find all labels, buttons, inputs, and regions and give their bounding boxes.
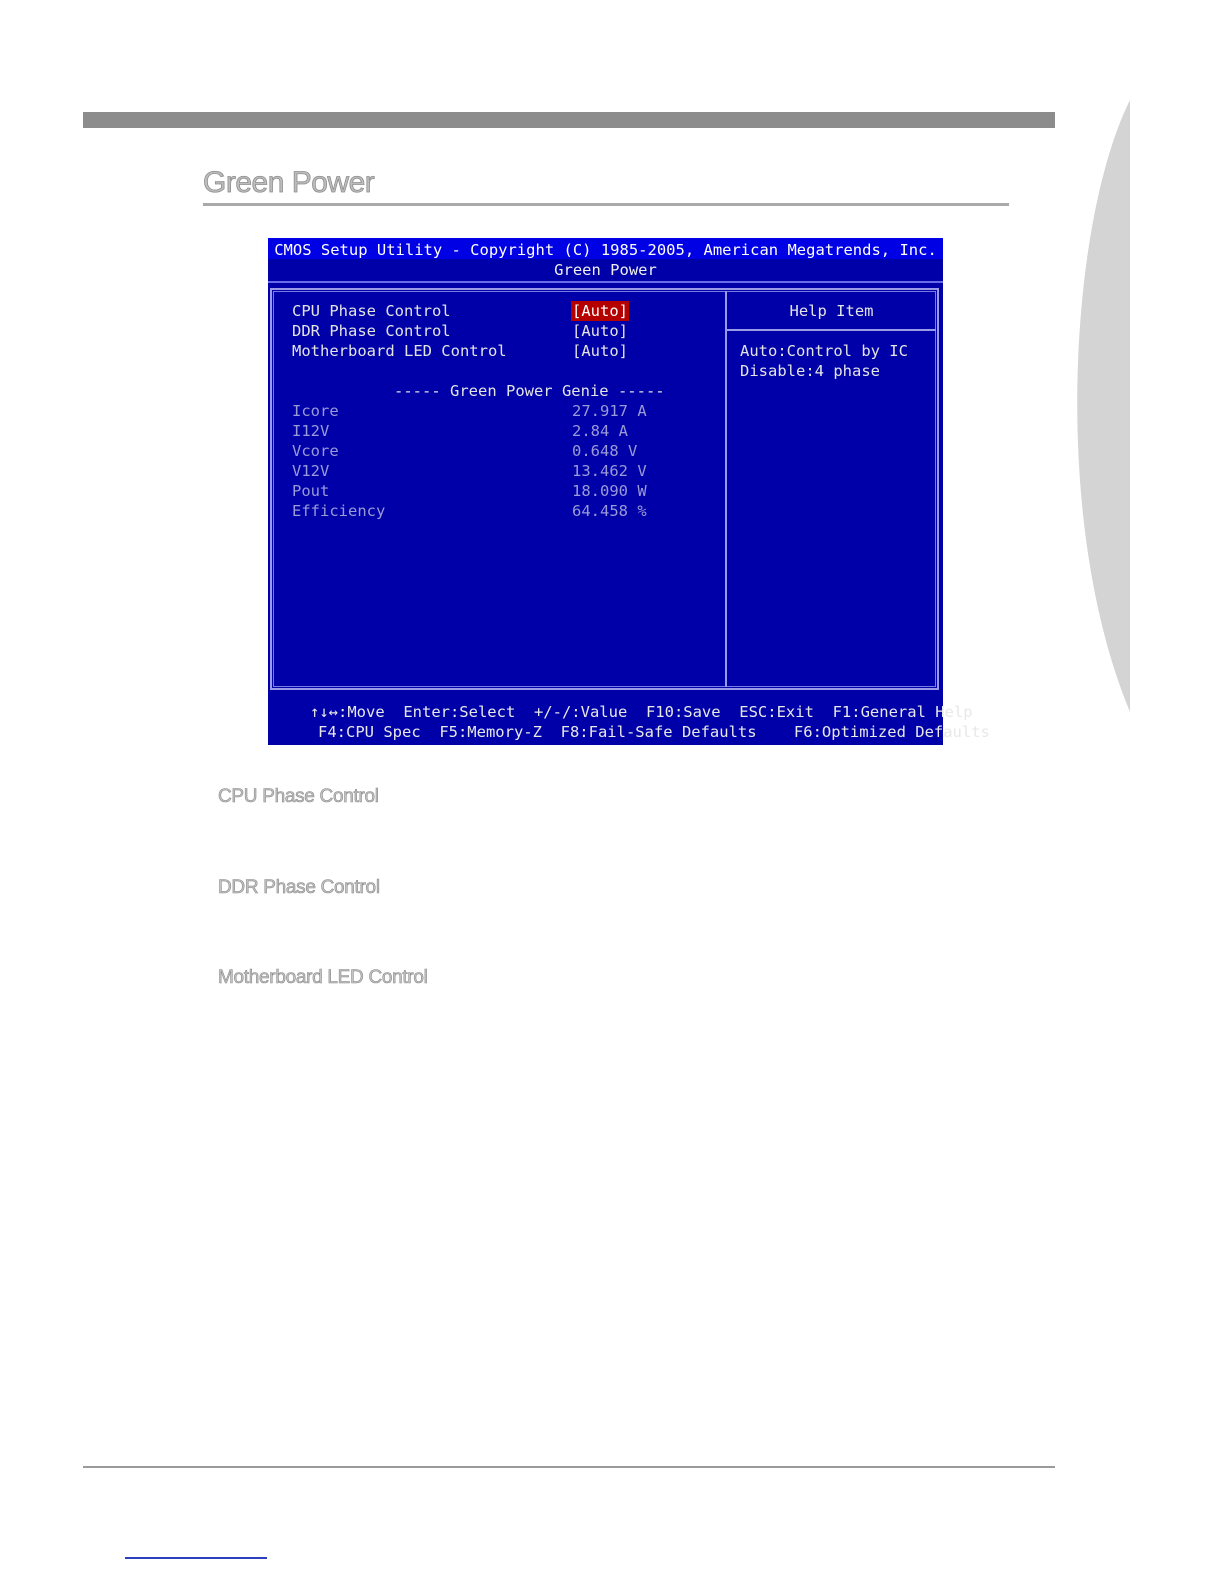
setting-ddr-phase-value[interactable]: [Auto] (572, 322, 628, 340)
bios-footer-keys-1: ↑↓↔:Move Enter:Select +/-/:Value F10:Save ESC:Exit F1:General Help (310, 703, 973, 721)
bios-footer-keys-2: F4:CPU Spec F5:Memory-Z F8:Fail-Safe Defaults F6:Optimized Defaults (318, 723, 990, 741)
bios-help-rule (727, 329, 936, 331)
heading-ddr-phase-control: DDR Phase Control (218, 877, 380, 898)
green-power-genie-title: ----- Green Power Genie ----- (394, 382, 665, 400)
help-line: Disable:4 phase (740, 362, 880, 380)
setting-ddr-phase-label[interactable]: DDR Phase Control (292, 322, 451, 340)
reading-vcore-label: Vcore (292, 442, 339, 460)
help-item-title: Help Item (789, 302, 874, 320)
reading-icore-label: Icore (292, 402, 339, 420)
bottom-divider (83, 1466, 1055, 1468)
reading-vcore-value: 0.648 V (572, 442, 638, 460)
bios-screenshot (268, 238, 990, 745)
reading-icore-value: 27.917 A (572, 402, 647, 420)
bios-subheader: Green Power (554, 261, 657, 279)
setting-mb-led-label[interactable]: Motherboard LED Control (292, 342, 507, 360)
setting-mb-led-value[interactable]: [Auto] (572, 342, 628, 360)
reading-v12v-value: 13.462 V (572, 462, 647, 480)
reading-efficiency-value: 64.458 % (572, 502, 647, 520)
reading-i12v-value: 2.84 A (572, 422, 628, 440)
bios-header: CMOS Setup Utility - Copyright (C) 1985-2005, American Megatrends, Inc. (268, 238, 943, 259)
help-line: Auto:Control by IC (740, 342, 908, 360)
reading-pout-value: 18.090 W (572, 482, 647, 500)
bottom-link-underline (125, 1557, 267, 1559)
title-underline (203, 203, 1009, 206)
heading-cpu-phase-control: CPU Phase Control (218, 786, 379, 807)
top-decor-bar (83, 112, 1055, 128)
reading-v12v-label: V12V (292, 462, 330, 480)
heading-motherboard-led-control: Motherboard LED Control (218, 967, 428, 988)
setting-cpu-phase-label[interactable]: CPU Phase Control (292, 302, 451, 320)
bios-panel-divider (725, 291, 727, 687)
side-tab-decoration (1060, 100, 1130, 720)
bios-header-rule (268, 281, 943, 283)
page-title: Green Power (203, 166, 375, 199)
reading-i12v-label: I12V (292, 422, 330, 440)
setting-cpu-phase-value[interactable]: [Auto] (572, 302, 628, 320)
reading-pout-label: Pout (292, 482, 330, 500)
reading-efficiency-label: Efficiency (292, 502, 386, 520)
